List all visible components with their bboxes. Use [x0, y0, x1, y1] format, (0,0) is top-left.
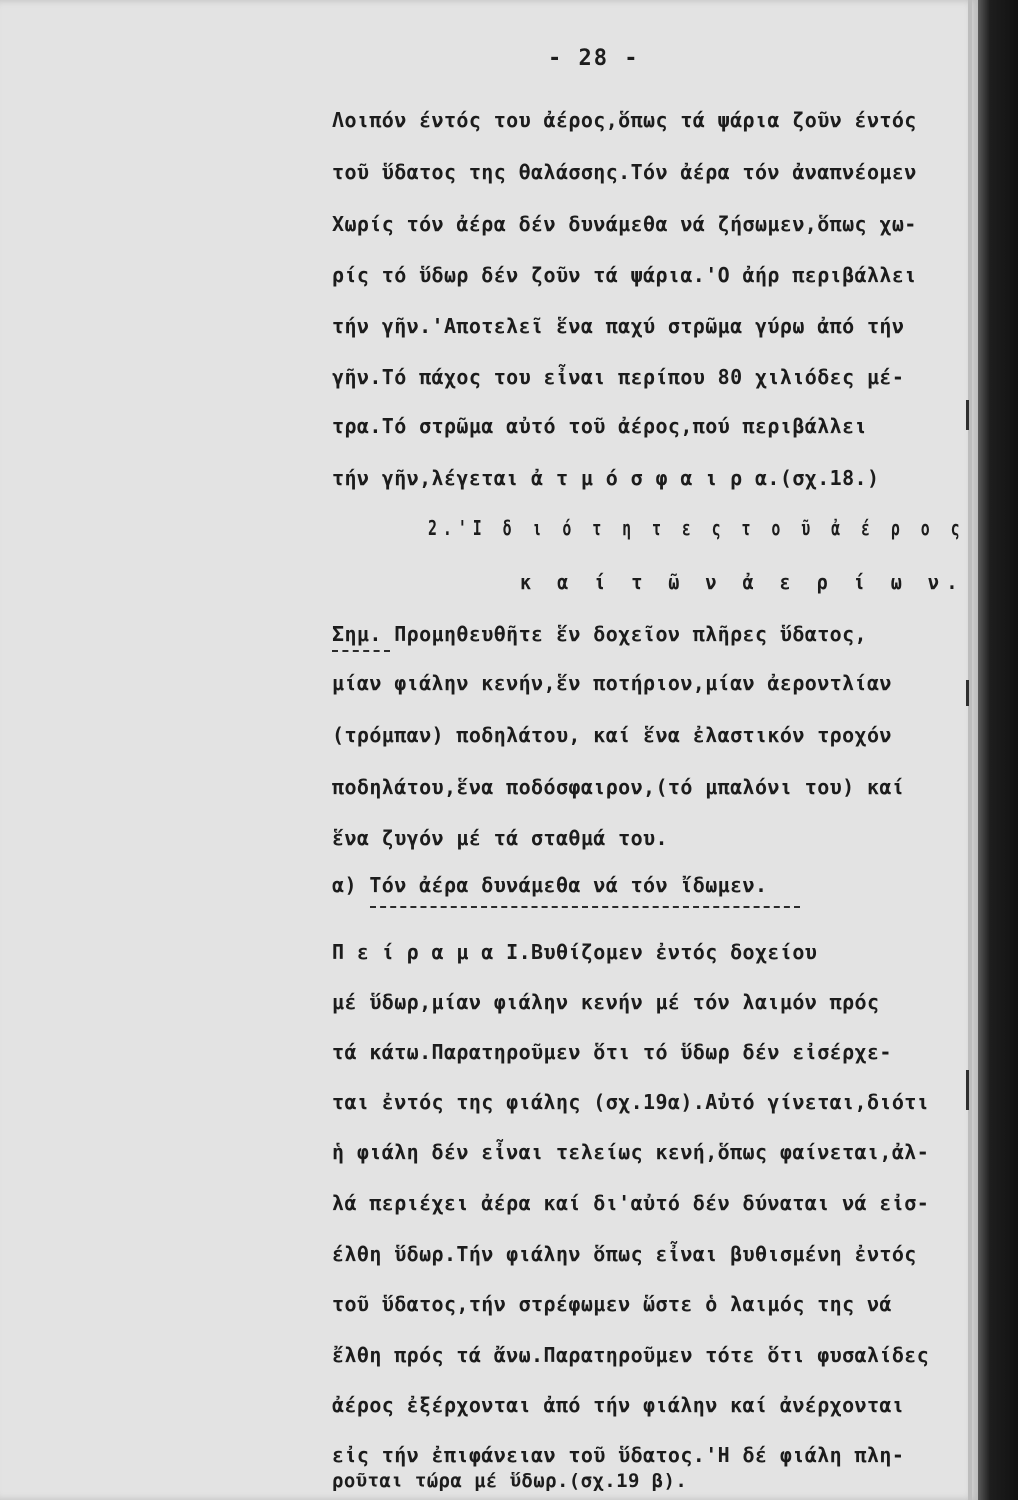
- experiment-line: ροῦται τώρα μέ ὕδωρ.(σχ.19 β).: [332, 1470, 688, 1492]
- text-line: Λοιπόν έντός του ἀέρος,ὅπως τά ψάρια ζοῦν έντός: [332, 108, 917, 132]
- margin-mark: [966, 1070, 969, 1110]
- experiment-line: ἡ φιάλη δέν εἶναι τελείως κενή,ὅπως φαίνεται,ἀλ-: [332, 1140, 930, 1164]
- experiment-line: ται ἐντός της φιάλης (σχ.19α).Αὐτό γίνεται,διότι: [332, 1090, 930, 1114]
- experiment-line: τά κάτω.Παρατηροῦμεν ὅτι τό ὕδωρ δέν εἰσέρχε-: [332, 1040, 892, 1064]
- experiment-line: τοῦ ὕδατος,τήν στρέφωμεν ὥστε ὁ λαιμός της νά: [332, 1292, 892, 1316]
- text-line: Χωρίς τόν ἀέρα δέν δυνάμεθα νά ζήσωμεν,ὅπως χω-: [332, 212, 917, 236]
- note-line: ἕνα ζυγόν μέ τά σταθμά του.: [332, 826, 668, 850]
- subsection-heading: α) Τόν ἀέρα δυνάμεθα νά τόν ἴδωμεν.: [332, 873, 768, 897]
- page-number: - 28 -: [548, 46, 640, 71]
- section-heading: 2.'Ι δ ι ό τ η τ ε ς τ ο ῦ ἀ έ ρ ο ς: [428, 516, 966, 540]
- text-line: ρίς τό ὕδωρ δέν ζοῦν τά ψάρια.'Ο ἀήρ περιβάλλει: [332, 263, 917, 287]
- experiment-line: Π ε ί ρ α μ α Ι.Βυθίζομεν ἐντός δοχείου: [332, 940, 818, 964]
- text-line: τήν γῆν.'Αποτελεῖ ἕνα παχύ στρῶμα γύρω ἀπό τήν: [332, 314, 905, 338]
- experiment-line: μέ ὕδωρ,μίαν φιάλην κενήν μέ τόν λαιμόν πρός: [332, 990, 880, 1014]
- note-line: μίαν φιάλην κενήν,ἕν ποτήριον,μίαν ἀεροντλίαν: [332, 671, 892, 695]
- subsection-underline: [370, 906, 800, 908]
- text-line: τήν γῆν,λέγεται ἀ τ μ ό σ φ α ι ρ α.(σχ.18.): [332, 466, 880, 490]
- section-heading-continued: κ α ί τ ῶ ν ἀ ε ρ ί ω ν.: [520, 570, 965, 594]
- note-line: Σημ. Προμηθευθῆτε ἕν δοχεῖον πλῆρες ὕδατος,: [332, 622, 867, 646]
- margin-mark: [966, 680, 969, 706]
- note-line: (τρόμπαν) ποδηλάτου, καί ἕνα ἐλαστικόν τροχόν: [332, 723, 892, 747]
- experiment-line: εἰς τήν ἐπιφάνειαν τοῦ ὕδατος.'Η δέ φιάλη πλη-: [332, 1443, 905, 1467]
- experiment-line: λά περιέχει ἀέρα καί δι'αὐτό δέν δύναται νά εἰσ-: [332, 1191, 930, 1215]
- scan-edge-shadow: [978, 0, 1018, 1500]
- experiment-line: ἔλθη πρός τά ἄνω.Παρατηροῦμεν τότε ὅτι φυσαλίδες: [332, 1343, 930, 1367]
- note-underline: [332, 650, 390, 652]
- experiment-line: ἀέρος ἐξέρχονται ἀπό τήν φιάλην καί ἀνέρχονται: [332, 1393, 905, 1417]
- text-line: τοῦ ὕδατος της θαλάσσης.Τόν ἀέρα τόν ἀναπνέομεν: [332, 160, 917, 184]
- experiment-line: έλθη ὕδωρ.Τήν φιάλην ὅπως εἶναι βυθισμένη ἐντός: [332, 1242, 917, 1266]
- text-line: γῆν.Τό πάχος του εἶναι περίπου 80 χιλιόδες μέ-: [332, 365, 905, 389]
- margin-mark: [966, 400, 969, 430]
- text-line: τρα.Τό στρῶμα αὐτό τοῦ ἀέρος,πού περιβάλλει: [332, 414, 867, 438]
- note-line: ποδηλάτου,ἕνα ποδόσφαιρον,(τό μπαλόνι του) καί: [332, 775, 905, 799]
- page-edge-line: [968, 0, 972, 1500]
